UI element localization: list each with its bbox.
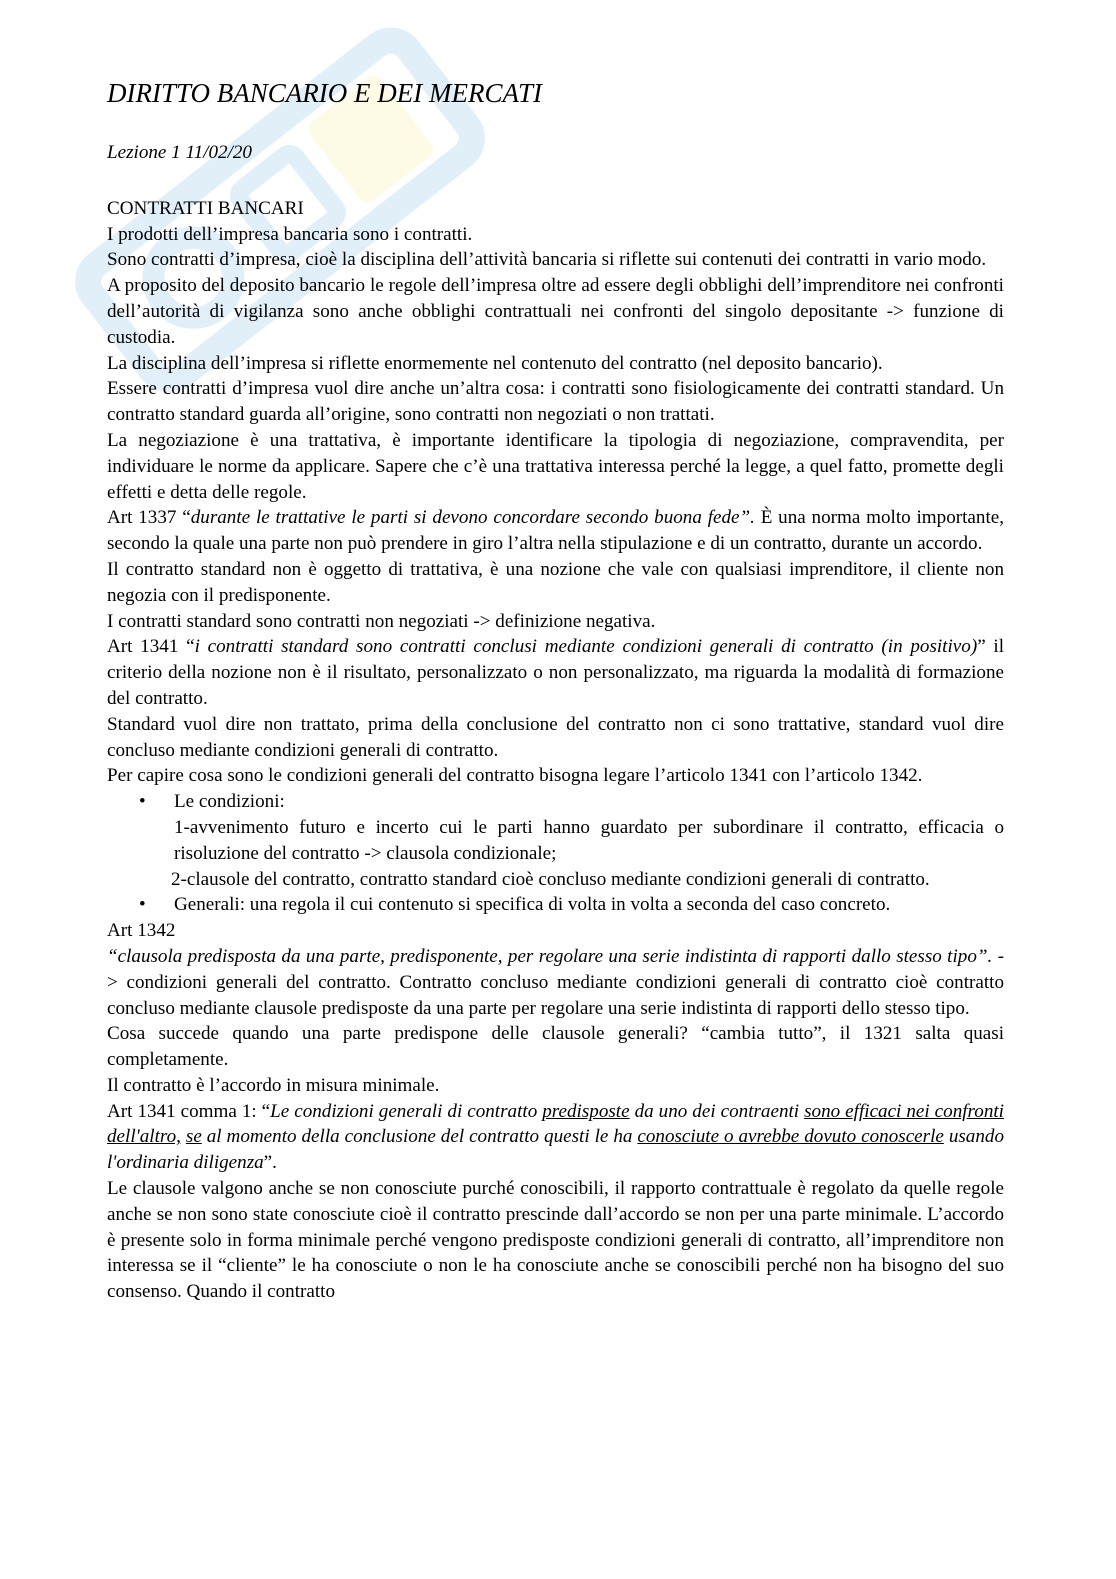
quoted-article: al momento della conclusione del contratto questi le ha: [201, 1126, 638, 1148]
paragraph: Per capire cosa sono le condizioni generali del contratto bisogna legare l’articolo 1341 con l’articolo 1342.: [107, 765, 923, 787]
text-run: ” il criterio della nozione non è il risultato, personalizzato o non personalizzato, ma riguarda la modalità di formazione del contratto.: [107, 636, 1005, 709]
paragraph: Il contratto è l’accordo in misura minimale.: [107, 1074, 440, 1096]
list-item-text: Generali: una regola il cui contenuto si specifica di volta in volta a seconda del caso concreto.: [174, 894, 891, 916]
paragraph: Standard vuol dire non trattato, prima della conclusione del contratto non ci sono trattative, standard vuol dire concluso mediante condizioni generali di contratto.: [107, 713, 1004, 761]
paragraph: La disciplina dell’impresa si riflette enormemente nel contenuto del contratto (nel deposito bancario).: [107, 352, 883, 374]
paragraph: Art 1342: [107, 920, 176, 942]
paragraph-art-1341: [107, 634, 1004, 711]
paragraph: I contratti standard sono contratti non negoziati -> definizione negativa.: [107, 610, 656, 632]
bullet-icon: •: [139, 791, 146, 813]
text-run: Art 1341 “: [107, 636, 195, 658]
underlined-phrase: se: [185, 1126, 202, 1148]
list-item-subtext: 2-clausole del contratto, contratto standard cioè concluso mediante condizioni generali di contratto.: [171, 868, 930, 890]
text-run: -> condizioni generali del contratto. Contratto concluso mediante condizioni generali di contratto cioè contratto concluso mediante clausole predisposte da una parte per regolare una serie indistinta di rapporti dello stesso tipo.: [107, 945, 1004, 1019]
bullet-icon: •: [139, 894, 146, 916]
quoted-article: Le condizioni generali di contratto: [270, 1100, 543, 1122]
paragraph-art-1341-comma-1: [107, 1099, 1004, 1176]
quoted-article: usando l'ordinaria diligenza: [107, 1126, 1004, 1174]
paragraph: A proposito del deposito bancario le regole dell’impresa oltre ad essere degli obblighi dell’imprenditore nei confronti dell’autorità di vigilanza sono anche obblighi contrattuali nei confronti del singolo depositante -> funzione di custodia.: [107, 275, 1004, 348]
lesson-date: Lezione 1 11/02/20: [107, 142, 252, 163]
paragraph: Le clausole valgono anche se non conosciute purché conoscibili, il rapporto contrattuale è regolato da quelle regole anche se non sono state conosciute cioè il contratto prescinde dall’accordo se non per una parte minimale. L’accordo è presente solo in forma minimale perché vengono predisposte condizioni generali di contratto, all’imprenditore non interessa se il “cliente” le ha conosciute o non le ha conosciute anche se conoscibili perché non ha bisogno del suo consenso. Quando il contratto: [107, 1178, 1004, 1303]
paragraph-art-1337: [107, 505, 1004, 557]
text-run: Art 1337 “: [107, 507, 191, 529]
quoted-article: durante le trattative le parti si devono concordare secondo buona fede”.: [190, 507, 755, 529]
section-title: CONTRATTI BANCARI: [107, 197, 304, 219]
quoted-article: “clausola predisposta da una parte, predisponente, per regolare una serie indistinta di rapporti dallo stesso tipo”.: [107, 945, 993, 967]
underlined-phrase: conosciute o avrebbe dovuto conoscerle: [637, 1126, 944, 1148]
document-title: DIRITTO BANCARIO E DEI MERCATI: [107, 78, 542, 108]
bullet-list: [107, 789, 1004, 918]
list-item: [107, 892, 1004, 918]
quoted-article: i contratti standard sono contratti conclusi mediante condizioni generali di contratto (in positivo): [194, 636, 978, 658]
text-run: È una norma molto importante, secondo la quale una parte non può prendere in giro l’altra nella stipulazione e di un contratto, durante un accordo.: [107, 507, 1004, 555]
underlined-phrase: predisposte: [542, 1100, 630, 1122]
paragraph: Il contratto standard non è oggetto di trattativa, è una nozione che vale con qualsiasi imprenditore, il cliente non negozia con il predisponente.: [107, 558, 1004, 606]
document-page: [107, 76, 1004, 1305]
paragraph: La negoziazione è una trattativa, è importante identificare la tipologia di negoziazione, compravendita, per individuare le norme da applicare. Sapere che c’è una trattativa interessa perché la legge, a quel fatto, promette degli effetti e detta delle regole.: [107, 429, 1004, 503]
quoted-article: da uno dei contraenti: [629, 1100, 805, 1122]
text-run: Art 1341 comma 1: “: [107, 1100, 271, 1122]
paragraph: Cosa succede quando una parte predispone delle clausole generali? “cambia tutto”, il 1321 salta quasi completamente.: [107, 1023, 1004, 1071]
paragraph: Essere contratti d’impresa vuol dire anche un’altra cosa: i contratti sono fisiologicamente dei contratti standard. Un contratto standard guarda all’origine, sono contratti non negoziati o non trattati.: [107, 378, 1004, 426]
list-item-text: Le condizioni:: [174, 791, 285, 813]
paragraph-art-1342: [107, 944, 1004, 1021]
paragraph: I prodotti dell’impresa bancaria sono i contratti.: [107, 223, 473, 245]
list-item: [107, 789, 1004, 892]
list-item-subtext: 1-avvenimento futuro e incerto cui le parti hanno guardato per subordinare il contratto, efficacia o risoluzione del contratto -> clausola condizionale;: [174, 816, 1004, 864]
paragraph: Sono contratti d’impresa, cioè la disciplina dell’attività bancaria si riflette sui contenuti dei contratti in vario modo.: [107, 249, 987, 271]
text-run: ”.: [263, 1152, 277, 1174]
underlined-phrase: sono efficaci nei confronti dell'altro,: [107, 1100, 1004, 1148]
